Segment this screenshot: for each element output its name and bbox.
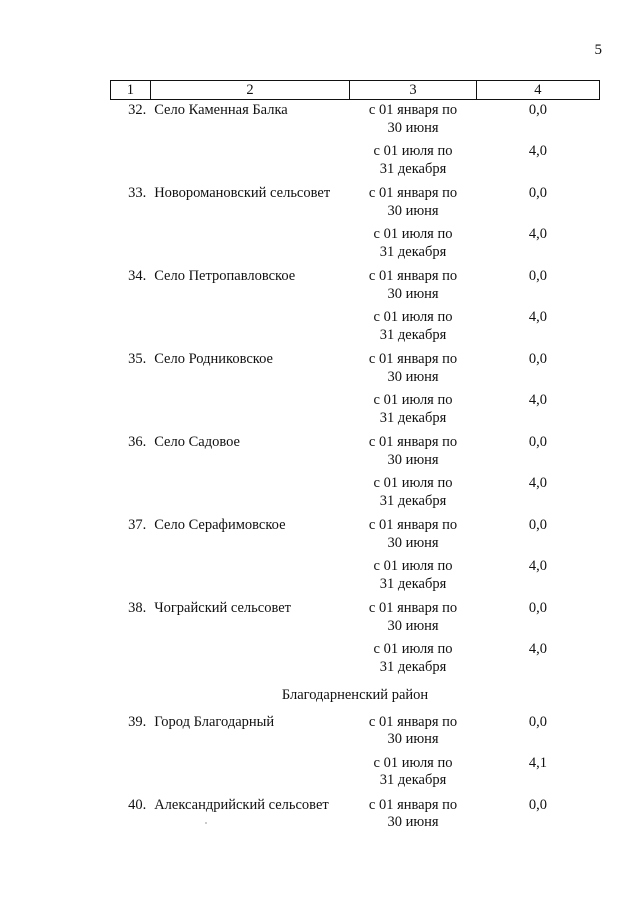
row-number: 32. [128, 102, 147, 118]
rate-value: 4,0 [528, 143, 547, 159]
settlement-name: Село Садовое [154, 434, 240, 450]
settlement-name [150, 635, 350, 681]
period-end: 31 декабря [379, 772, 447, 788]
period-cell [350, 220, 477, 266]
rate-value: 0,0 [528, 796, 547, 813]
row-number [111, 469, 151, 515]
period-cell [350, 432, 477, 469]
period-start: с 01 июля по [373, 641, 453, 657]
period-start: с 01 января по [368, 600, 458, 616]
table-row [111, 635, 600, 681]
column-header: 3 [350, 81, 477, 100]
settlement-name [150, 749, 350, 795]
period-end: 31 декабря [379, 658, 447, 675]
period-start: с 01 июля по [373, 226, 453, 242]
row-number: 39. [128, 713, 147, 730]
row-number: 38. [128, 600, 147, 616]
rate-value: 4,0 [528, 641, 547, 657]
period-start: с 01 января по [368, 434, 458, 450]
period-end: 30 июня [387, 202, 439, 219]
section-heading: Благодарненский район [281, 687, 429, 703]
period-start: с 01 июля по [373, 475, 453, 491]
period-end: 31 декабря [379, 243, 447, 260]
settlement-name: Село Серафимовское [154, 517, 286, 533]
table-row [111, 469, 600, 515]
period-end: 31 декабря [379, 492, 447, 509]
row-number [111, 137, 151, 183]
period-cell [350, 137, 477, 183]
settlement-name: Александрийский сельсовет [154, 796, 329, 813]
row-number [111, 552, 151, 598]
settlement-name: Город Благодарный [154, 713, 275, 730]
table-row [111, 432, 600, 469]
row-number: 36. [128, 434, 147, 450]
period-end: 30 июня [387, 534, 439, 551]
rate-value: 4,0 [528, 392, 547, 408]
period-end: 31 декабря [379, 160, 447, 177]
table-row [111, 795, 600, 832]
period-end: 31 декабря [379, 326, 447, 343]
column-header: 2 [150, 81, 350, 100]
period-end: 30 июня [387, 617, 439, 634]
row-number: 35. [128, 351, 147, 367]
period-cell [350, 303, 477, 349]
table-row [111, 220, 600, 266]
table-row [111, 100, 600, 138]
period-cell [350, 386, 477, 432]
settlement-name: Чограйский сельсовет [154, 600, 291, 616]
column-header: 4 [476, 81, 599, 100]
period-start: с 01 января по [368, 713, 458, 730]
table-row [111, 266, 600, 303]
period-end: 31 декабря [379, 575, 447, 592]
period-start: с 01 января по [368, 351, 458, 367]
period-cell [350, 749, 477, 795]
period-end: 30 июня [387, 368, 439, 385]
table-row [111, 712, 600, 749]
period-start: с 01 января по [368, 102, 458, 118]
period-cell [350, 598, 477, 635]
period-cell [350, 469, 477, 515]
rate-value: 4,1 [528, 754, 547, 771]
settlement-name [150, 552, 350, 598]
period-start: с 01 июля по [373, 392, 453, 408]
rate-value: 0,0 [528, 517, 547, 533]
period-end: 30 июня [387, 451, 439, 468]
period-cell [350, 515, 477, 552]
rate-value: 0,0 [528, 185, 547, 201]
row-number: 34. [128, 268, 147, 284]
settlement-name [150, 220, 350, 266]
period-cell [350, 795, 477, 832]
row-number [111, 749, 151, 795]
period-start: с 01 января по [368, 796, 458, 813]
row-number: 40. [128, 796, 147, 813]
page-number: 5 [594, 42, 602, 58]
period-end: 31 декабря [379, 409, 447, 426]
scan-speck [205, 822, 207, 824]
table-header-row [111, 81, 600, 100]
period-cell [350, 266, 477, 303]
period-cell [350, 100, 477, 138]
row-number: 37. [128, 517, 147, 533]
rate-value: 4,0 [528, 309, 547, 325]
row-number: 33. [128, 185, 147, 201]
period-cell [350, 183, 477, 220]
table-row [111, 137, 600, 183]
period-start: с 01 июля по [373, 309, 453, 325]
rate-value: 4,0 [528, 475, 547, 491]
settlement-name: Село Петропавловское [154, 268, 296, 284]
period-start: с 01 июля по [373, 143, 453, 159]
rate-value: 0,0 [528, 102, 547, 118]
table-row [111, 349, 600, 386]
column-header: 1 [111, 81, 151, 100]
settlement-name [150, 469, 350, 515]
table-row [111, 598, 600, 635]
row-number [111, 635, 151, 681]
period-cell [350, 712, 477, 749]
rate-value: 4,0 [528, 226, 547, 242]
period-start: с 01 июля по [373, 754, 453, 771]
rate-value: 4,0 [528, 558, 547, 574]
settlement-name [150, 137, 350, 183]
period-cell [350, 349, 477, 386]
rate-value: 0,0 [528, 600, 547, 616]
row-number [111, 303, 151, 349]
table-row [111, 552, 600, 598]
period-end: 30 июня [387, 731, 439, 747]
settlement-name: Новоромановский сельсовет [154, 185, 331, 201]
table-row [111, 386, 600, 432]
period-start: с 01 января по [368, 517, 458, 533]
settlement-name [150, 386, 350, 432]
table-row [111, 749, 600, 795]
period-cell [350, 635, 477, 681]
rate-value: 0,0 [528, 268, 547, 284]
rate-value: 0,0 [528, 351, 547, 367]
settlement-name [150, 303, 350, 349]
period-start: с 01 января по [368, 268, 458, 284]
row-number [111, 220, 151, 266]
table-row [111, 303, 600, 349]
period-cell [350, 552, 477, 598]
section-heading-row [111, 681, 600, 712]
rate-value: 0,0 [528, 713, 547, 730]
rate-value: 0,0 [528, 434, 547, 450]
settlement-name: Село Каменная Балка [154, 102, 288, 118]
period-start: с 01 июля по [373, 558, 453, 574]
period-end: 30 июня [387, 814, 439, 830]
period-end: 30 июня [387, 119, 439, 136]
table-body [111, 100, 600, 832]
table-row [111, 183, 600, 220]
tariff-table [110, 80, 600, 832]
table-row [111, 515, 600, 552]
period-end: 30 июня [387, 285, 439, 302]
period-start: с 01 января по [368, 185, 458, 201]
row-number [111, 386, 151, 432]
settlement-name: Село Родниковское [154, 351, 273, 367]
